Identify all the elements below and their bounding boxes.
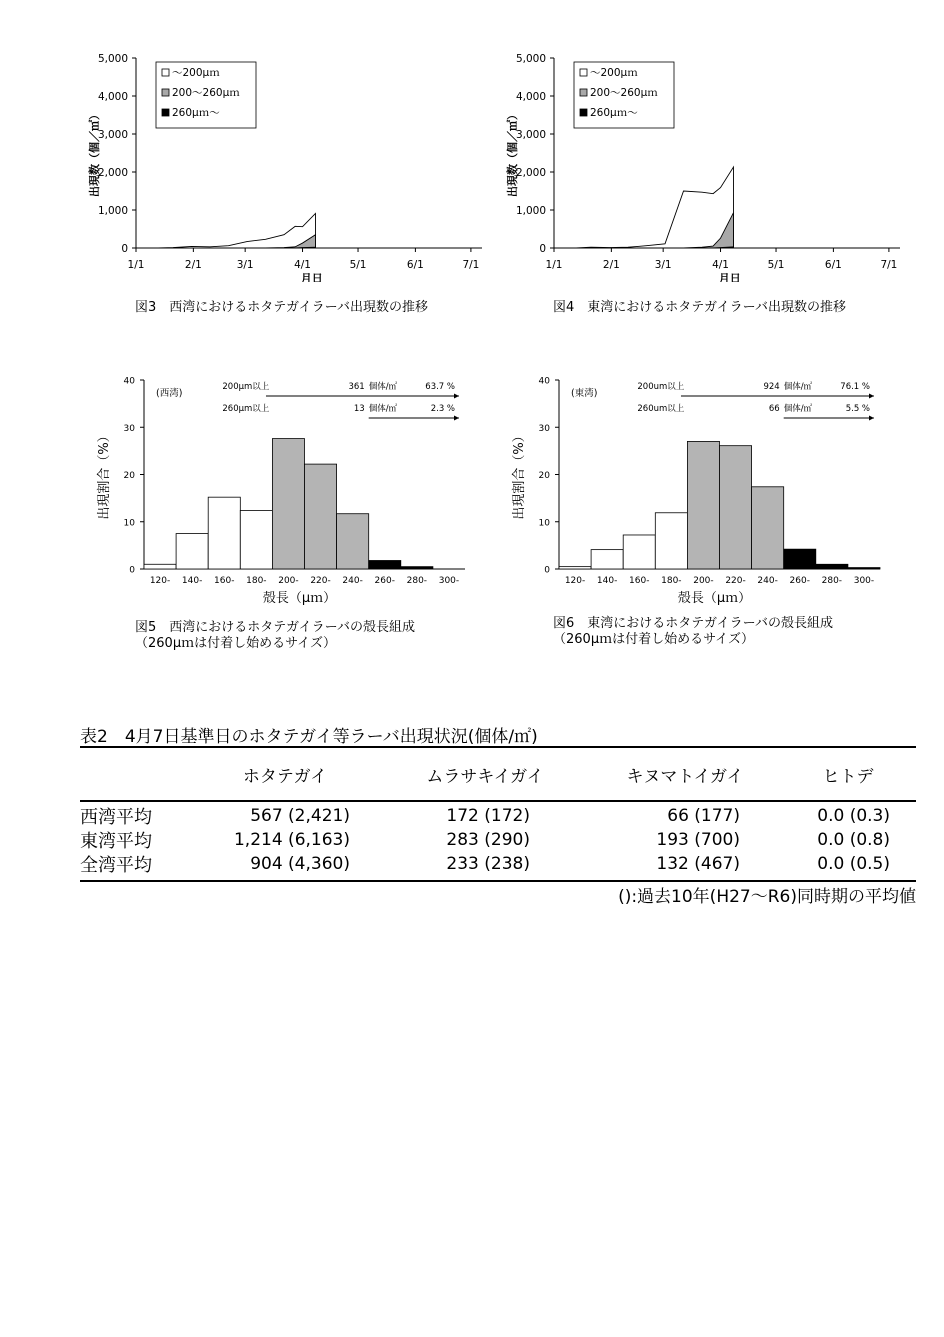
bar <box>848 568 880 569</box>
area-series-under-200 <box>158 213 315 248</box>
x-tick-label: 200- <box>693 576 714 586</box>
legend-label: 260μｍ～ <box>590 107 638 119</box>
x-tick-label: 220- <box>310 576 331 586</box>
row-label: 西湾平均 <box>80 807 152 828</box>
fig5-caption-line1: 図5 西湾におけるホタテガイラーバの殻長組成 <box>135 620 415 635</box>
annotation-unit: 個体/㎡ <box>368 382 398 392</box>
header-hotategai: ホタテガイ <box>242 766 328 787</box>
annotation-label: 200μm以上 <box>222 382 270 392</box>
y-tick-label: 40 <box>538 376 550 387</box>
y-tick-label: 30 <box>538 423 550 434</box>
y-tick-label: 4,000 <box>97 91 128 103</box>
legend-label: 200～260μｍ <box>590 87 658 99</box>
y-axis-label: 出現割合（%） <box>512 429 527 520</box>
figure-3 <box>84 46 494 286</box>
y-tick-label: 3,000 <box>97 129 128 141</box>
annotation-label: 260μm以上 <box>222 404 270 414</box>
table-title: 表2 4月7日基準日のホタテガイ等ラーバ出現状況(個体/㎡) <box>80 727 538 747</box>
cell-hotategai: 567 (2,421) <box>250 806 350 826</box>
x-tick-label: 1/1 <box>545 259 563 271</box>
y-tick-label: 20 <box>538 471 550 481</box>
bar <box>816 564 848 569</box>
annotation-label: 260um以上 <box>637 404 685 414</box>
x-tick-label: 120- <box>149 576 171 586</box>
x-tick-label: 120- <box>564 576 586 586</box>
cell-hitode: 0.0 (0.3) <box>817 806 890 826</box>
header-hitode: ヒトデ <box>822 766 874 787</box>
cell-kinumatoigai: 66 (177) <box>667 806 740 826</box>
bar <box>369 560 401 569</box>
annotation-unit: 個体/㎡ <box>783 382 813 392</box>
bar <box>687 441 719 569</box>
x-tick-label: 4/1 <box>294 259 311 271</box>
bar <box>559 567 591 569</box>
header-murasakiigai: ムラサキイガイ <box>426 766 544 787</box>
bar <box>305 464 337 569</box>
legend-swatch <box>580 89 587 96</box>
bar <box>752 487 784 569</box>
bar <box>720 446 752 569</box>
bar <box>176 534 208 569</box>
figure-4 <box>502 46 912 286</box>
x-tick-label: 300- <box>438 576 460 586</box>
bar <box>623 535 655 569</box>
y-tick-label: 2,000 <box>515 167 546 179</box>
x-tick-label: 240- <box>342 576 363 586</box>
x-tick-label: 1/1 <box>127 259 145 271</box>
bar <box>240 510 272 569</box>
x-tick-label: 160- <box>214 576 235 586</box>
bar <box>401 567 433 569</box>
annotation-arrowhead <box>869 416 874 421</box>
table-2 <box>80 722 916 907</box>
bar <box>208 497 240 569</box>
annotation-pct: 63.7 % <box>425 382 455 392</box>
fig3-chart <box>84 46 494 282</box>
x-axis-label: 月日 <box>300 272 323 282</box>
table-row <box>80 828 916 852</box>
x-axis-label: 月日 <box>718 272 741 282</box>
cell-murasakiigai: 233 (238) <box>446 854 530 874</box>
y-axis-label: 出現割合（%） <box>97 429 112 520</box>
bar <box>337 514 369 569</box>
y-tick-label: 20 <box>123 471 135 481</box>
annotation-count: 13 <box>353 404 365 414</box>
fig6-chart <box>505 368 895 608</box>
x-tick-label: 280- <box>821 576 843 586</box>
y-tick-label: 0 <box>129 565 135 576</box>
cell-hitode: 0.0 (0.8) <box>817 830 890 850</box>
table-row <box>80 852 916 876</box>
x-tick-label: 4/1 <box>712 259 729 271</box>
annotation-unit: 個体/㎡ <box>783 404 813 414</box>
x-tick-label: 140- <box>596 576 618 586</box>
x-tick-label: 2/1 <box>602 259 620 271</box>
x-tick-label: 7/1 <box>880 259 898 271</box>
cell-hotategai: 904 (4,360) <box>250 854 350 874</box>
legend-swatch <box>162 109 169 116</box>
fig5-caption <box>135 620 415 652</box>
x-axis-label: 殻長（μｍ） <box>262 591 337 606</box>
fig5-caption-line2: （260μｍは付着し始めるサイズ） <box>135 636 337 651</box>
legend-label: 200～260μｍ <box>172 87 240 99</box>
y-tick-label: 1,000 <box>97 205 128 217</box>
fig3-caption: 図3 西湾におけるホタテガイラーバ出現数の推移 <box>135 300 428 315</box>
annotation-arrowhead <box>454 416 459 421</box>
y-tick-label: 0 <box>121 243 128 255</box>
legend-swatch <box>162 69 169 76</box>
annotation-unit: 個体/㎡ <box>368 404 398 414</box>
fig4-caption: 図4 東湾におけるホタテガイラーバ出現数の推移 <box>553 300 846 315</box>
row-label: 東湾平均 <box>80 831 152 852</box>
table-row <box>80 804 916 828</box>
fig6-caption-line2: （260μｍは付着し始めるサイズ） <box>553 632 755 647</box>
legend-swatch <box>580 109 587 116</box>
x-tick-label: 180- <box>246 576 267 586</box>
bar <box>591 550 623 569</box>
x-tick-label: 220- <box>725 576 746 586</box>
cell-hotategai: 1,214 (6,163) <box>233 830 350 850</box>
legend-swatch <box>162 89 169 96</box>
fig5-chart <box>90 368 480 608</box>
region-label: (西湾) <box>156 388 183 399</box>
annotation-count: 66 <box>768 404 780 414</box>
x-tick-label: 5/1 <box>349 259 367 271</box>
x-tick-label: 260- <box>789 576 810 586</box>
x-tick-label: 160- <box>629 576 650 586</box>
bar <box>144 564 176 569</box>
area-series-under-200 <box>576 167 733 248</box>
cell-hitode: 0.0 (0.5) <box>817 854 890 874</box>
annotation-label: 200um以上 <box>637 382 685 392</box>
y-tick-label: 3,000 <box>515 129 546 141</box>
row-label: 全湾平均 <box>80 855 152 876</box>
x-tick-label: 6/1 <box>406 259 424 271</box>
legend-label: ～200μｍ <box>172 67 220 79</box>
legend-label: ～200μｍ <box>590 67 638 79</box>
annotation-arrowhead <box>454 394 459 399</box>
annotation-arrowhead <box>869 394 874 399</box>
x-tick-label: 140- <box>181 576 203 586</box>
figure-5 <box>90 368 480 612</box>
x-tick-label: 260- <box>374 576 395 586</box>
x-tick-label: 240- <box>757 576 778 586</box>
cell-murasakiigai: 172 (172) <box>446 806 530 826</box>
fig6-caption <box>553 616 833 648</box>
bar <box>655 513 687 569</box>
y-tick-label: 5,000 <box>515 53 546 65</box>
x-tick-label: 2/1 <box>184 259 202 271</box>
x-tick-label: 3/1 <box>654 259 672 271</box>
x-tick-label: 3/1 <box>236 259 254 271</box>
x-tick-label: 5/1 <box>767 259 785 271</box>
bar <box>272 439 304 569</box>
x-tick-label: 180- <box>661 576 682 586</box>
x-tick-label: 300- <box>853 576 875 586</box>
annotation-count: 361 <box>348 382 365 392</box>
header-kinumatoigai: キヌマトイガイ <box>626 766 744 787</box>
x-tick-label: 280- <box>406 576 428 586</box>
region-label: (東湾) <box>571 388 598 399</box>
y-tick-label: 0 <box>539 243 546 255</box>
cell-kinumatoigai: 193 (700) <box>656 830 740 850</box>
y-tick-label: 0 <box>544 565 550 576</box>
y-tick-label: 40 <box>123 376 135 387</box>
x-tick-label: 7/1 <box>462 259 480 271</box>
annotation-pct: 2.3 % <box>430 404 455 414</box>
y-tick-label: 10 <box>538 518 550 529</box>
figure-6 <box>505 368 895 612</box>
x-tick-label: 6/1 <box>824 259 842 271</box>
fig4-chart <box>502 46 912 282</box>
cell-kinumatoigai: 132 (467) <box>656 854 740 874</box>
fig6-caption-line1: 図6 東湾におけるホタテガイラーバの殻長組成 <box>553 616 833 631</box>
x-axis-label: 殻長（μｍ） <box>677 591 752 606</box>
x-tick-label: 200- <box>278 576 299 586</box>
y-tick-label: 4,000 <box>515 91 546 103</box>
table-note: ():過去10年(H27～R6)同時期の平均値 <box>618 887 916 907</box>
y-axis-label: 出現数（個／㎡） <box>88 109 101 197</box>
cell-murasakiigai: 283 (290) <box>446 830 530 850</box>
y-tick-label: 2,000 <box>97 167 128 179</box>
y-tick-label: 5,000 <box>97 53 128 65</box>
annotation-pct: 76.1 % <box>840 382 870 392</box>
legend-swatch <box>580 69 587 76</box>
annotation-pct: 5.5 % <box>845 404 870 414</box>
table-header-row <box>80 748 916 802</box>
bar <box>784 549 816 569</box>
y-tick-label: 10 <box>123 518 135 529</box>
legend-label: 260μｍ～ <box>172 107 220 119</box>
annotation-count: 924 <box>763 382 780 392</box>
table-body <box>80 802 916 882</box>
y-tick-label: 30 <box>123 423 135 434</box>
y-axis-label: 出現数（個／㎡） <box>506 109 519 197</box>
y-tick-label: 1,000 <box>515 205 546 217</box>
